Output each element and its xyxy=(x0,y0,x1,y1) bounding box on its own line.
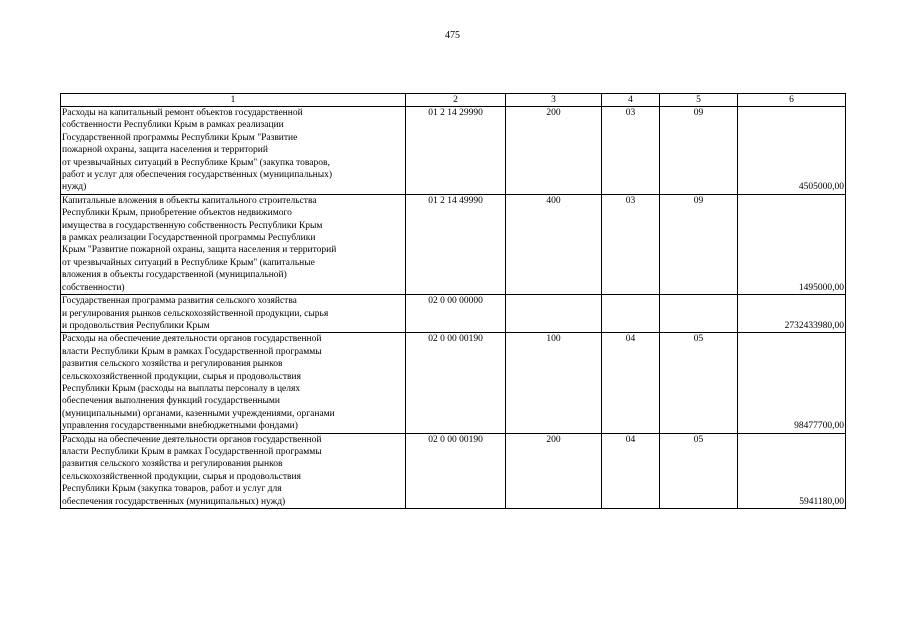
table-body xyxy=(61,107,846,509)
column-header-6: 6 xyxy=(738,94,846,107)
section-cell: 03 xyxy=(602,107,660,195)
expense-type-cell: 200 xyxy=(506,107,602,195)
subsection-cell: 05 xyxy=(660,333,738,433)
target-article-cell: 01 2 14 29990 xyxy=(406,107,506,195)
subsection-cell: 09 xyxy=(660,107,738,195)
subsection-cell xyxy=(660,295,738,333)
column-header-2: 2 xyxy=(406,94,506,107)
table-row xyxy=(61,433,846,508)
column-header-5: 5 xyxy=(660,94,738,107)
page-number: 475 xyxy=(445,30,460,41)
target-article-cell: 02 0 00 00190 xyxy=(406,433,506,508)
table-row xyxy=(61,107,846,195)
amount-cell: 1495000,00 xyxy=(738,194,846,294)
amount-cell: 2732433980,00 xyxy=(738,295,846,333)
target-article-cell: 01 2 14 49990 xyxy=(406,194,506,294)
target-article-cell: 02 0 00 00000 xyxy=(406,295,506,333)
amount-cell: 4505000,00 xyxy=(738,107,846,195)
table-header xyxy=(61,94,846,107)
table-row xyxy=(61,194,846,294)
row-name-cell: Капитальные вложения в объекты капитального строительства Республики Крым, приобретение объектов недвижимого имущества в государственную собственность Республики Крым в рамках реализации Государственной программы Республики Крым "Развитие пожарной охраны, защита населения и территорий от чрезвычайных ситуаций в Республике Крым" (капитальные вложения в объекты государственной (муниципальной) собственности) xyxy=(61,194,406,294)
amount-cell: 98477700,00 xyxy=(738,333,846,433)
expense-type-cell: 100 xyxy=(506,333,602,433)
section-cell: 04 xyxy=(602,433,660,508)
amount-cell: 5941180,00 xyxy=(738,433,846,508)
row-name-cell: Расходы на обеспечение деятельности органов государственной власти Республики Крым в рамках Государственной программы развития сельского хозяйства и регулирования рынков сельскохозяйственной продукции, сырья и продовольствия Республики Крым (закупка товаров, работ и услуг для обеспечения государственных (муниципальных) нужд) xyxy=(61,433,406,508)
section-cell: 04 xyxy=(602,333,660,433)
column-header-1: 1 xyxy=(61,94,406,107)
expense-type-cell: 200 xyxy=(506,433,602,508)
expense-type-cell xyxy=(506,295,602,333)
table-row xyxy=(61,333,846,433)
section-cell: 03 xyxy=(602,194,660,294)
row-name-cell: Расходы на обеспечение деятельности органов государственной власти Республики Крым в рамках Государственной программы развития сельского хозяйства и регулирования рынков сельскохозяйственной продукции, сырья и продовольствия Республики Крым (расходы на выплаты персоналу в целях обеспечения выполнения функций государственными (муниципальными) органами, казенными учреждениями, органами управления государственными внебюджетными фондами) xyxy=(61,333,406,433)
header-row xyxy=(61,94,846,107)
column-header-3: 3 xyxy=(506,94,602,107)
subsection-cell: 09 xyxy=(660,194,738,294)
expense-type-cell: 400 xyxy=(506,194,602,294)
column-header-4: 4 xyxy=(602,94,660,107)
table-row xyxy=(61,295,846,333)
target-article-cell: 02 0 00 00190 xyxy=(406,333,506,433)
row-name-cell: Государственная программа развития сельского хозяйства и регулирования рынков сельскохозяйственной продукции, сырья и продовольствия Республики Крым xyxy=(61,295,406,333)
row-name-cell: Расходы на капитальный ремонт объектов государственной собственности Республики Крым в рамках реализации Государственной программы Республики Крым "Развитие пожарной охраны, защита населения и территорий от чрезвычайных ситуаций в Республике Крым" (закупка товаров, работ и услуг для обеспечения государственных (муниципальных) нужд) xyxy=(61,107,406,195)
subsection-cell: 05 xyxy=(660,433,738,508)
section-cell xyxy=(602,295,660,333)
budget-table xyxy=(60,93,846,509)
